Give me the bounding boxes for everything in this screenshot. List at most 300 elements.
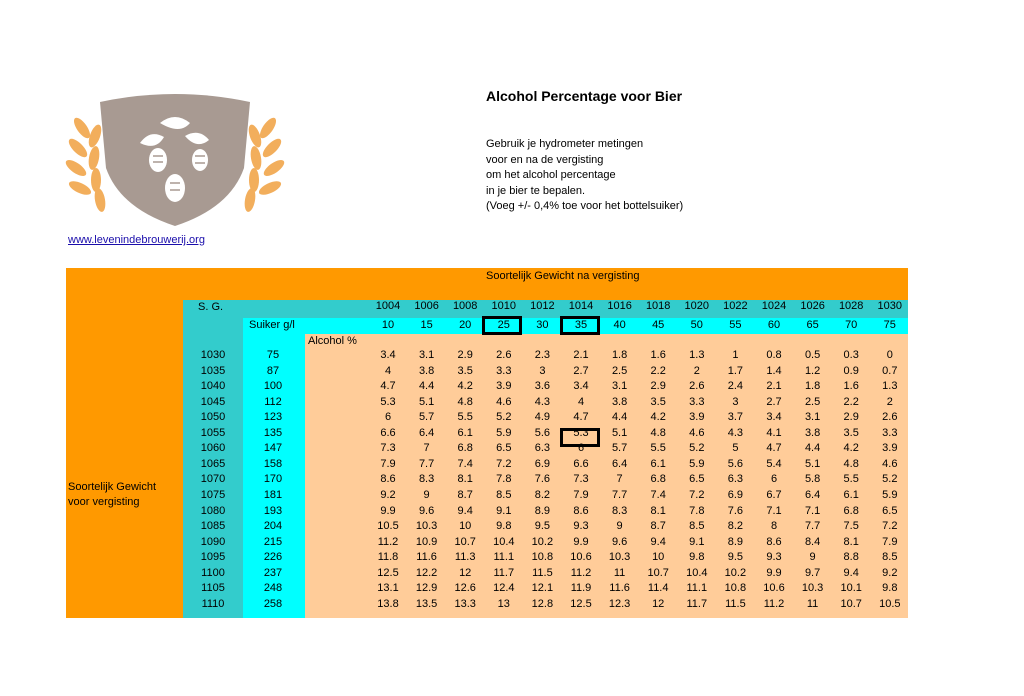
- row-sugar-cell: 248: [263, 582, 283, 595]
- final-sg-cell: 1028: [838, 300, 864, 312]
- alcohol-value-cell: 5.2: [882, 473, 898, 486]
- alcohol-value-cell: 7.2: [689, 488, 705, 501]
- left-label-line-2: voor vergisting: [68, 496, 140, 508]
- alcohol-value-cell: 6.1: [650, 457, 666, 470]
- left-label-line-1: Soortelijk Gewicht: [68, 481, 157, 493]
- alcohol-value-cell: 8.6: [380, 473, 396, 486]
- alcohol-value-cell: 11.6: [609, 582, 630, 595]
- alcohol-value-cell: 11.1: [493, 551, 515, 564]
- alcohol-value-cell: 6: [770, 473, 778, 486]
- alcohol-value-cell: 0.7: [882, 364, 898, 377]
- alcohol-value-cell: 6.1: [457, 426, 473, 439]
- alcohol-value-cell: 8.7: [457, 488, 473, 501]
- page-title: Alcohol Percentage voor Bier: [486, 88, 683, 104]
- alcohol-value-cell: 1.6: [650, 349, 666, 361]
- row-sg-cell: 1070: [200, 473, 226, 486]
- alcohol-value-cell: 6.5: [882, 504, 898, 517]
- alcohol-value-cell: 5.1: [804, 457, 821, 470]
- alcohol-value-cell: 8.2: [534, 488, 551, 501]
- alcohol-value-cell: 11.2: [763, 597, 785, 610]
- alcohol-value-cell: 9.3: [573, 520, 589, 533]
- alcohol-value-cell: 4.2: [650, 411, 666, 424]
- alcohol-value-cell: 6.8: [457, 442, 473, 455]
- alcohol-value-cell: 10.3: [415, 520, 438, 533]
- alcohol-value-cell: 1.4: [766, 364, 782, 377]
- final-sugar-cell: 10: [381, 319, 395, 331]
- final-sg-cell: 1030: [877, 300, 903, 312]
- alcohol-value-cell: 1.3: [689, 349, 705, 361]
- alcohol-value-cell: 9.2: [882, 566, 898, 579]
- highlight-box-35: [560, 316, 600, 335]
- brewery-logo: [60, 88, 290, 233]
- alcohol-value-cell: 5.6: [534, 426, 551, 439]
- alcohol-value-cell: 6.6: [573, 457, 589, 470]
- alcohol-value-cell: 9.4: [457, 504, 473, 517]
- alcohol-value-cell: 5: [732, 442, 739, 455]
- row-sg-cell: 1050: [200, 411, 226, 424]
- alcohol-value-cell: 4.1: [766, 426, 782, 439]
- alcohol-value-cell: 3.5: [457, 364, 473, 377]
- alcohol-value-cell: 6.4: [418, 426, 435, 439]
- row-sg-cell: 1040: [200, 380, 226, 393]
- alcohol-value-cell: 11.3: [454, 551, 476, 564]
- alcohol-value-cell: 4.3: [534, 395, 551, 408]
- alcohol-value-cell: 9.3: [766, 551, 782, 564]
- final-sugar-cell: 65: [806, 319, 819, 331]
- alcohol-value-cell: 2.3: [534, 349, 551, 361]
- alcohol-value-cell: 3.4: [380, 349, 396, 361]
- alcohol-value-cell: 7.7: [418, 457, 435, 470]
- alcohol-value-cell: 3.8: [418, 364, 435, 377]
- alcohol-value-cell: 9.5: [534, 520, 551, 533]
- alcohol-value-cell: 4.6: [689, 426, 705, 439]
- top-header: Soortelijk Gewicht na vergisting: [486, 270, 640, 282]
- alcohol-value-cell: 9.2: [380, 488, 396, 501]
- alcohol-value-cell: 3.5: [650, 395, 666, 408]
- alcohol-value-cell: 5.1: [418, 395, 435, 408]
- alcohol-value-cell: 5.5: [843, 473, 859, 486]
- alcohol-value-cell: 12.9: [415, 582, 438, 595]
- final-sg-cell: 1004: [375, 300, 401, 312]
- alcohol-value-cell: 4.9: [534, 411, 551, 424]
- alcohol-value-cell: 9.8: [882, 582, 898, 595]
- alcohol-value-cell: 4.4: [418, 380, 435, 393]
- alcohol-value-cell: 7.5: [843, 520, 859, 533]
- row-sg-cell: 1100: [201, 566, 225, 579]
- description-line: in je bier te bepalen.: [486, 184, 586, 197]
- alcohol-value-cell: 9.8: [689, 551, 705, 564]
- alcohol-value-cell: 9.9: [380, 504, 396, 517]
- alcohol-value-cell: 7.3: [380, 442, 396, 455]
- row-sugar-cell: 215: [263, 535, 283, 548]
- final-sugar-cell: 75: [883, 319, 896, 331]
- alcohol-value-cell: 3.1: [611, 380, 628, 393]
- final-sugar-cell: 50: [690, 319, 703, 331]
- alcohol-value-cell: 10.5: [879, 597, 901, 610]
- alcohol-value-cell: 10.6: [570, 551, 592, 564]
- alcohol-value-cell: 3.1: [804, 411, 821, 424]
- alcohol-value-cell: 13.1: [377, 582, 399, 595]
- alcohol-value-cell: 4.8: [843, 457, 859, 470]
- alcohol-value-cell: 10.2: [724, 566, 747, 579]
- alcohol-value-cell: 4: [384, 364, 392, 377]
- alcohol-value-cell: 11.2: [377, 535, 399, 548]
- alcohol-value-cell: 5.5: [650, 442, 666, 455]
- alcohol-value-cell: 7.3: [573, 473, 589, 486]
- alcohol-value-cell: 0.3: [843, 349, 859, 361]
- alcohol-value-cell: 2: [886, 395, 893, 408]
- description-line: Gebruik je hydrometer metingen: [486, 138, 644, 150]
- alcohol-value-cell: 2.6: [882, 411, 898, 424]
- alcohol-value-cell: 13: [497, 597, 510, 610]
- alcohol-value-cell: 6.5: [689, 473, 705, 486]
- alcohol-value-cell: 10.7: [840, 597, 862, 610]
- row-sugar-cell: 204: [263, 520, 283, 533]
- alcohol-value-cell: 10.4: [493, 535, 515, 548]
- final-sugar-cell: 45: [652, 319, 665, 331]
- alcohol-value-cell: 8.8: [843, 551, 859, 564]
- alcohol-value-cell: 8.4: [804, 535, 821, 548]
- alcohol-value-cell: 2.7: [573, 364, 589, 377]
- alcohol-value-cell: 6.8: [843, 504, 859, 517]
- alcohol-value-cell: 12.5: [570, 597, 592, 610]
- alcohol-value-cell: 5.3: [573, 426, 589, 439]
- alcohol-value-cell: 5.2: [496, 411, 512, 424]
- alcohol-value-cell: 5.3: [380, 395, 396, 408]
- alcohol-value-cell: 1.7: [727, 364, 744, 377]
- alcohol-value-cell: 4.4: [804, 442, 821, 455]
- alcohol-value-cell: 8.6: [573, 504, 589, 517]
- alcohol-value-cell: 6.8: [650, 473, 666, 486]
- website-link[interactable]: www.levenindebrouwerij.org: [68, 234, 205, 246]
- row-sugar-cell: 135: [263, 426, 283, 439]
- row-sugar-cell: 75: [266, 349, 280, 361]
- final-sugar-cell: 60: [767, 319, 781, 331]
- alcohol-value-cell: 3: [539, 364, 546, 377]
- alcohol-value-cell: 7.4: [457, 457, 473, 470]
- alcohol-value-cell: 10.2: [531, 535, 554, 548]
- alcohol-value-cell: 7.8: [496, 473, 512, 486]
- alcohol-value-cell: 6.1: [843, 488, 859, 501]
- alcohol-value-cell: 4.2: [457, 380, 473, 393]
- alcohol-value-cell: 12.5: [377, 566, 399, 579]
- alcohol-value-cell: 9.4: [843, 566, 859, 579]
- alcohol-value-cell: 2.1: [766, 380, 782, 393]
- row-sg-cell: 1075: [200, 488, 226, 501]
- alcohol-value-cell: 6.4: [804, 488, 821, 501]
- alcohol-value-cell: 4.6: [496, 395, 512, 408]
- alcohol-value-cell: 9: [809, 551, 816, 564]
- row-sg-cell: 1085: [200, 520, 226, 533]
- alcohol-value-cell: 1.3: [882, 380, 898, 393]
- alcohol-value-cell: 2.7: [766, 395, 782, 408]
- alcohol-value-cell: 11.4: [647, 582, 669, 595]
- alcohol-value-cell: 1.6: [843, 380, 859, 393]
- alcohol-value-cell: 11.6: [416, 551, 437, 564]
- row-sg-cell: 1110: [201, 597, 225, 610]
- row-sugar-cell: 226: [263, 551, 283, 564]
- alcohol-value-cell: 12.8: [531, 597, 554, 610]
- left-label-column: [66, 300, 183, 618]
- highlight-box-25: [482, 316, 522, 335]
- alcohol-value-cell: 3.6: [534, 380, 551, 393]
- alcohol-value-cell: 5.9: [882, 488, 898, 501]
- final-sg-cell: 1008: [452, 300, 478, 312]
- alcohol-value-cell: 7.6: [727, 504, 744, 517]
- alcohol-value-cell: 7: [423, 442, 430, 455]
- description-line: (Voeg +/- 0,4% toe voor het bottelsuiker): [486, 200, 684, 213]
- alcohol-value-cell: 2.1: [573, 349, 589, 361]
- alcohol-value-cell: 8.9: [727, 535, 744, 548]
- alcohol-value-cell: 6.9: [727, 488, 744, 501]
- alcohol-value-cell: 9.4: [650, 535, 666, 548]
- alcohol-value-cell: 12.4: [493, 582, 515, 595]
- row-sugar-cell: 193: [263, 504, 283, 517]
- final-sg-cell: 1016: [607, 300, 632, 312]
- alcohol-value-cell: 7.4: [650, 488, 666, 501]
- alcohol-value-cell: 2: [693, 364, 700, 377]
- alcohol-value-cell: 6.3: [534, 442, 551, 455]
- alcohol-value-cell: 3.3: [496, 364, 512, 377]
- final-sugar-cell: 70: [845, 319, 858, 331]
- alcohol-value-cell: 5.4: [766, 457, 782, 470]
- row-sg-cell: 1060: [200, 442, 226, 455]
- alcohol-value-cell: 12: [459, 566, 472, 579]
- alcohol-value-cell: 3.8: [611, 395, 628, 408]
- alcohol-value-cell: 2.4: [727, 380, 744, 393]
- alcohol-value-cell: 13.5: [415, 597, 438, 610]
- alcohol-value-cell: 3.7: [727, 411, 744, 424]
- row-sg-cell: 1080: [200, 504, 226, 517]
- alcohol-value-cell: 3.3: [689, 395, 705, 408]
- alcohol-value-cell: 10.7: [454, 535, 476, 548]
- alcohol-value-cell: 5.8: [804, 473, 821, 486]
- final-sugar-cell: 40: [613, 319, 626, 331]
- alcohol-value-cell: 10.8: [531, 551, 554, 564]
- alcohol-value-cell: 8.1: [457, 473, 473, 486]
- alcohol-value-cell: 9.9: [766, 566, 782, 579]
- alcohol-value-cell: 9.9: [573, 535, 589, 548]
- alcohol-value-cell: 13.8: [377, 597, 399, 610]
- alcohol-value-cell: 11.5: [725, 597, 746, 610]
- row-sugar-cell: 258: [263, 597, 283, 610]
- alcohol-value-cell: 10.8: [724, 582, 747, 595]
- alcohol-value-cell: 5.2: [689, 442, 705, 455]
- final-sugar-cell: 30: [536, 319, 549, 331]
- alcohol-value-cell: 7.8: [689, 504, 705, 517]
- row-sg-cell: 1095: [200, 551, 226, 564]
- alcohol-value-cell: 7.2: [882, 520, 898, 533]
- alcohol-value-cell: 7.1: [766, 504, 782, 517]
- alcohol-value-cell: 4.8: [457, 395, 473, 408]
- alcohol-value-cell: 7.9: [573, 488, 589, 501]
- row-sugar-cell: 87: [266, 364, 280, 377]
- final-sugar-cell: 25: [497, 319, 510, 331]
- alcohol-value-cell: 2.2: [650, 364, 666, 377]
- alcohol-value-cell: 4.2: [843, 442, 859, 455]
- alcohol-value-cell: 10.4: [686, 566, 708, 579]
- alcohol-value-cell: 5.9: [496, 426, 512, 439]
- row-sg-cell: 1065: [200, 457, 226, 470]
- left-label: [68, 480, 156, 510]
- final-sg-cell: 1022: [723, 300, 748, 312]
- alcohol-value-cell: 4.7: [766, 442, 782, 455]
- row-sg-cell: 1055: [200, 426, 226, 439]
- row-sugar-cell: 158: [263, 457, 283, 470]
- row-sugar-cell: 170: [263, 473, 283, 486]
- alcohol-value-cell: 0: [886, 349, 893, 361]
- alcohol-value-cell: 4.7: [380, 380, 396, 393]
- alcohol-value-cell: 3.8: [804, 426, 821, 439]
- alcohol-value-cell: 12: [652, 597, 665, 610]
- row-sugar-cell: 147: [263, 442, 283, 455]
- alcohol-value-cell: 8.3: [418, 473, 435, 486]
- alcohol-value-cell: 2.9: [457, 349, 473, 361]
- alcohol-value-cell: 11.7: [686, 597, 708, 610]
- alcohol-value-cell: 6.6: [380, 426, 396, 439]
- final-sg-cell: 1018: [645, 300, 671, 312]
- alcohol-value-cell: 5.1: [611, 426, 628, 439]
- final-sg-cell: 1010: [491, 300, 517, 312]
- alcohol-value-cell: 8.1: [843, 535, 859, 548]
- alcohol-value-cell: 3.3: [882, 426, 898, 439]
- final-sg-cell: 1020: [684, 300, 710, 312]
- alcohol-value-cell: 2.9: [650, 380, 666, 393]
- final-sg-cell: 1006: [414, 300, 439, 312]
- alcohol-value-cell: 4.8: [650, 426, 666, 439]
- alcohol-value-cell: 10.9: [415, 535, 438, 548]
- highlight-box-5-3: [560, 428, 600, 447]
- alcohol-value-cell: 11.8: [377, 551, 399, 564]
- alcohol-value-cell: 6: [384, 411, 392, 424]
- alcohol-value-cell: 12.6: [454, 582, 476, 595]
- row-sugar-cell: 123: [263, 411, 283, 424]
- alcohol-value-cell: 7.6: [534, 473, 551, 486]
- alcohol-value-cell: 7: [616, 473, 623, 486]
- alcohol-value-cell: 1.8: [611, 349, 628, 361]
- row-sg-cell: 1035: [200, 364, 226, 377]
- alcohol-value-cell: 13.3: [454, 597, 476, 610]
- alcohol-value-cell: 9.6: [611, 535, 628, 548]
- alcohol-value-cell: 2.5: [804, 395, 821, 408]
- final-sg-cell: 1026: [800, 300, 825, 312]
- row-sg-cell: 1045: [200, 395, 226, 408]
- alcohol-value-cell: 10: [652, 551, 665, 564]
- alcohol-value-cell: 2.6: [496, 349, 512, 361]
- alcohol-value-cell: 3.4: [573, 380, 589, 393]
- alcohol-value-cell: 10.5: [377, 520, 399, 533]
- alcohol-value-cell: 1: [732, 349, 739, 361]
- alcohol-value-cell: 10.6: [763, 582, 785, 595]
- alcohol-value-cell: 7.1: [804, 504, 821, 517]
- alcohol-value-cell: 9.8: [496, 520, 512, 533]
- alcohol-value-cell: 0.5: [804, 349, 821, 361]
- final-sg-cell: 1014: [568, 300, 594, 312]
- alcohol-value-cell: 8.9: [534, 504, 551, 517]
- alcohol-value-cell: 4: [577, 395, 585, 408]
- alcohol-value-cell: 3.9: [882, 442, 898, 455]
- alcohol-value-cell: 8.5: [689, 520, 705, 533]
- description-line: voor en na de vergisting: [486, 153, 604, 166]
- row-sugar-cell: 100: [263, 380, 283, 393]
- alcohol-value-cell: 7.7: [611, 488, 628, 501]
- alcohol-value-cell: 11.2: [570, 566, 592, 579]
- alcohol-value-cell: 8.1: [650, 504, 666, 517]
- alcohol-value-cell: 4.3: [727, 426, 744, 439]
- alcohol-value-cell: 8.5: [496, 488, 512, 501]
- alcohol-value-cell: 9.1: [496, 504, 512, 517]
- alcohol-value-cell: 7.9: [882, 535, 898, 548]
- alcohol-value-cell: 0.8: [766, 349, 782, 361]
- alcohol-value-cell: 9: [423, 488, 430, 501]
- alcohol-value-cell: 3.9: [689, 411, 705, 424]
- alcohol-value-cell: 5.7: [611, 442, 628, 455]
- alcohol-value-cell: 3.9: [496, 380, 512, 393]
- alcohol-value-cell: 7.2: [496, 457, 512, 470]
- final-sg-cell: 1012: [530, 300, 555, 312]
- alcohol-value-cell: 8.5: [882, 551, 898, 564]
- alcohol-value-cell: 10: [459, 520, 472, 533]
- alcohol-value-cell: 1.8: [804, 380, 821, 393]
- alcohol-value-cell: 3.4: [766, 411, 782, 424]
- alcohol-value-cell: 5.7: [418, 411, 435, 424]
- alcohol-value-cell: 10.7: [647, 566, 669, 579]
- final-sugar-cell: 55: [729, 319, 742, 331]
- final-sugar-cell: 35: [574, 319, 588, 331]
- alcohol-value-cell: 11: [613, 566, 626, 579]
- alcohol-value-cell: 6.3: [727, 473, 744, 486]
- alcohol-value-cell: 3.1: [418, 349, 435, 361]
- alcohol-value-cell: 9.1: [689, 535, 705, 548]
- alcohol-value-cell: 6.5: [496, 442, 512, 455]
- alcohol-value-cell: 8: [770, 520, 778, 533]
- alcohol-value-cell: 4.7: [573, 411, 589, 424]
- row-sg-cell: 1105: [201, 582, 225, 595]
- alcohol-value-cell: 8.3: [611, 504, 628, 517]
- row-sugar-cell: 181: [263, 488, 283, 501]
- alcohol-label: Alcohol %: [308, 335, 357, 347]
- alcohol-value-cell: 12.1: [531, 582, 554, 595]
- alcohol-value-cell: 5.9: [689, 457, 705, 470]
- alcohol-value-cell: 2.2: [843, 395, 859, 408]
- alcohol-value-cell: 8.7: [650, 520, 666, 533]
- alcohol-value-cell: 11.1: [686, 582, 708, 595]
- row-sg-cell: 1090: [200, 535, 226, 548]
- alcohol-value-cell: 12.3: [608, 597, 631, 610]
- sg-label: S. G.: [198, 301, 224, 313]
- alcohol-value-cell: 6.4: [611, 457, 628, 470]
- alcohol-value-cell: 4.4: [611, 411, 628, 424]
- alcohol-value-cell: 11.7: [493, 566, 515, 579]
- description: [486, 137, 683, 215]
- alcohol-value-cell: 11.5: [532, 566, 553, 579]
- alcohol-value-cell: 3.5: [843, 426, 859, 439]
- alcohol-value-cell: 1.2: [804, 364, 821, 377]
- alcohol-value-cell: 0.9: [843, 364, 859, 377]
- alcohol-value-cell: 6: [577, 442, 585, 455]
- alcohol-value-cell: 11.9: [570, 582, 592, 595]
- alcohol-value-cell: 6.7: [766, 488, 782, 501]
- alcohol-value-cell: 12.2: [415, 566, 438, 579]
- final-sugar-cell: 15: [420, 319, 433, 331]
- alcohol-value-cell: 6.9: [534, 457, 551, 470]
- alcohol-value-cell: 9.6: [418, 504, 435, 517]
- alcohol-value-cell: 10.3: [801, 582, 824, 595]
- alcohol-value-cell: 7.7: [804, 520, 821, 533]
- row-sugar-cell: 237: [263, 566, 283, 579]
- alcohol-value-cell: 9.5: [727, 551, 744, 564]
- row-sg-cell: 1030: [200, 349, 226, 361]
